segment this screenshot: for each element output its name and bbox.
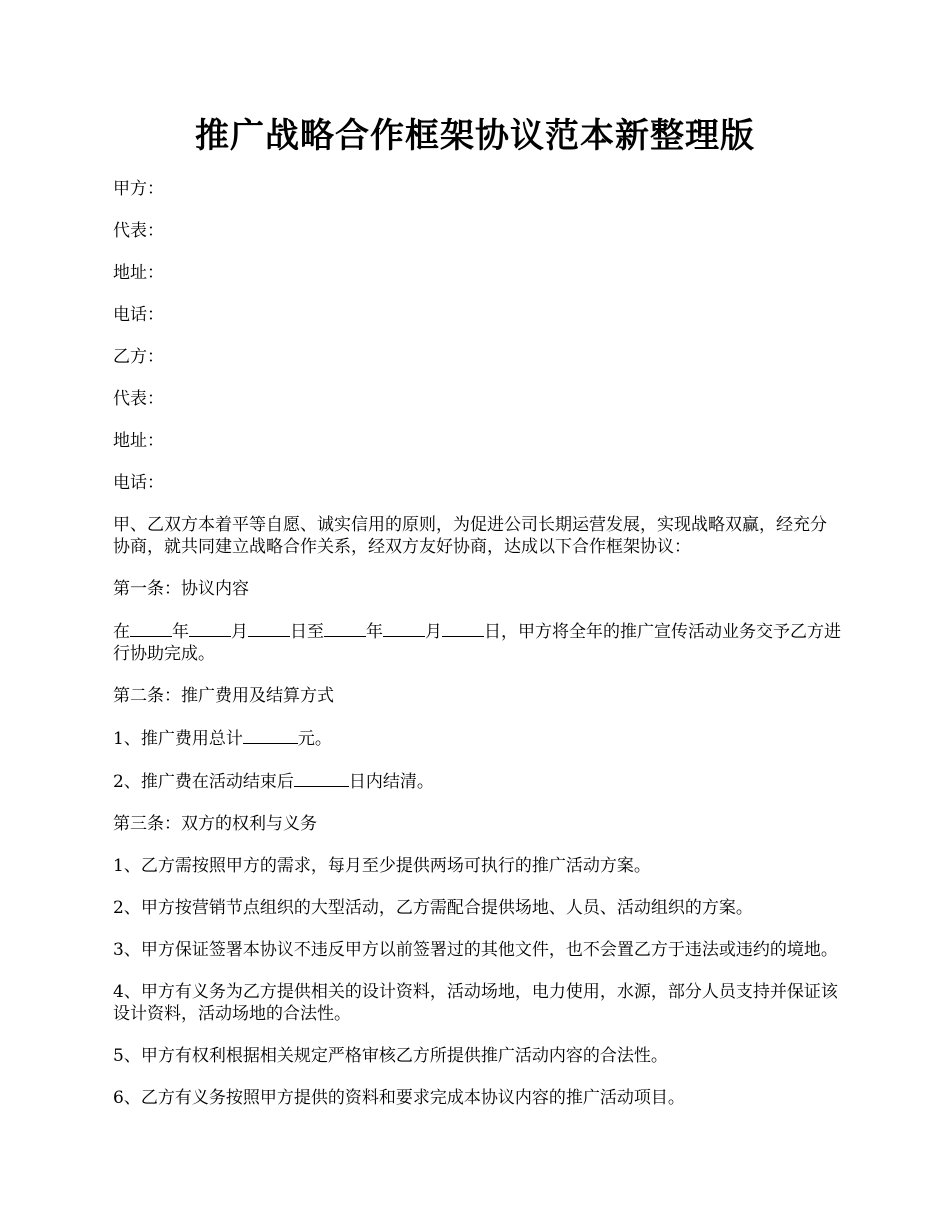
article-1-text-part: 在 bbox=[113, 622, 130, 642]
blank-end-day bbox=[442, 620, 484, 637]
article-3-item-3: 3、甲方保证签署本协议不违反甲方以前签署过的其他文件，也不会置乙方于违法或违约的境地。 bbox=[113, 940, 838, 960]
article-2-item-2-suffix: 日内结清。 bbox=[348, 772, 434, 792]
party-b-representative: 代表： bbox=[113, 389, 164, 409]
blank-end-month bbox=[383, 620, 425, 637]
article-1-text-part: 年 bbox=[366, 622, 383, 642]
article-3-item-4: 4、甲方有义务为乙方提供相关的设计资料，活动场地，电力使用，水源，部分人员支持并保证该设计资料，活动场地的合法性。 bbox=[113, 982, 838, 1024]
article-3-heading: 第三条：双方的权利与义务 bbox=[113, 814, 317, 834]
article-1-text-part: 日至 bbox=[290, 622, 324, 642]
blank-end-year bbox=[324, 620, 366, 637]
blank-start-day bbox=[248, 620, 290, 637]
party-b-label: 乙方： bbox=[113, 347, 164, 367]
article-3-item-6: 6、乙方有义务按照甲方提供的资料和要求完成本协议内容的推广活动项目。 bbox=[113, 1088, 685, 1108]
article-3-item-5: 5、甲方有权利根据相关规定严格审核乙方所提供推广活动内容的合法性。 bbox=[113, 1046, 668, 1066]
article-2-item-1-suffix: 元。 bbox=[297, 729, 332, 749]
article-2-item-2 bbox=[113, 770, 843, 793]
article-3-item-2: 2、甲方按营销节点组织的大型活动，乙方需配合提供场地、人员、活动组织的方案。 bbox=[113, 898, 753, 918]
article-3-item-1: 1、乙方需按照甲方的需求，每月至少提供两场可执行的推广活动方案。 bbox=[113, 856, 651, 876]
article-1-heading: 第一条：协议内容 bbox=[113, 579, 249, 599]
party-a-representative: 代表： bbox=[113, 221, 164, 241]
article-1-text-part: 年 bbox=[172, 622, 189, 642]
party-b-phone: 电话： bbox=[113, 473, 164, 493]
blank-total-fee bbox=[243, 727, 298, 744]
party-b-address: 地址： bbox=[113, 431, 164, 451]
party-a-phone: 电话： bbox=[113, 305, 164, 325]
article-1-text-part: 日，甲方将全年的推广宣传活动业务交予乙方进行协助完成。 bbox=[113, 622, 841, 664]
article-1-text-part: 月 bbox=[231, 622, 248, 642]
article-1-text-part: 月 bbox=[425, 622, 442, 642]
document-body bbox=[113, 178, 843, 1129]
blank-start-month bbox=[189, 620, 231, 637]
article-2-item-1 bbox=[113, 727, 843, 750]
party-a-label: 甲方： bbox=[113, 179, 164, 199]
blank-settlement-days bbox=[294, 770, 349, 787]
intro-paragraph: 甲、乙双方本着平等自愿、诚实信用的原则，为促进公司长期运营发展，实现战略双赢，经充分协商，就共同建立战略合作关系，经双方友好协商，达成以下合作框架协议： bbox=[113, 515, 827, 557]
party-a-address: 地址： bbox=[113, 263, 164, 283]
article-1-content bbox=[113, 620, 843, 665]
article-2-item-1-prefix: 1、推广费用总计 bbox=[113, 729, 243, 749]
article-2-heading: 第二条：推广费用及结算方式 bbox=[113, 686, 334, 706]
document-title: 推广战略合作框架协议范本新整理版 bbox=[195, 116, 755, 156]
blank-start-year bbox=[130, 620, 172, 637]
article-2-item-2-prefix: 2、推广费在活动结束后 bbox=[113, 772, 294, 792]
